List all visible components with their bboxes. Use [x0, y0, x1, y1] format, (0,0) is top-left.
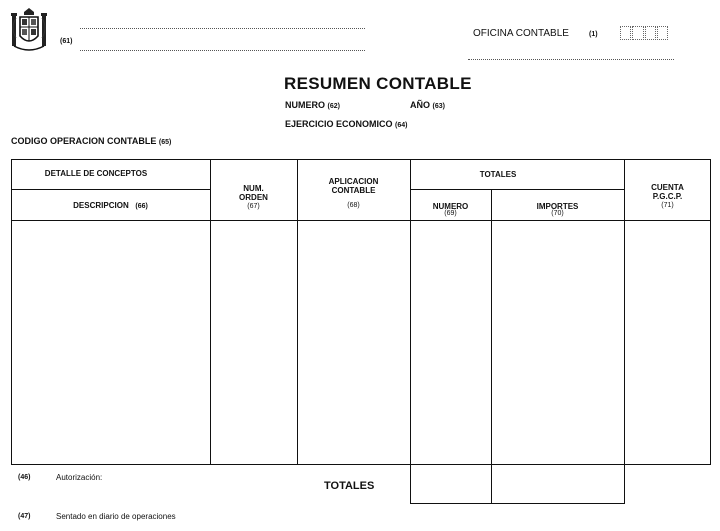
detalle-conceptos-header: DETALLE DE CONCEPTOS [44, 169, 148, 178]
coat-of-arms-icon [10, 8, 48, 54]
ref-61: (61) [60, 38, 73, 45]
ref-47: (47) [18, 513, 31, 520]
sentado-label: Sentado en diario de operaciones [56, 512, 176, 521]
importes-input-area[interactable] [492, 221, 624, 464]
oficina-code-boxes[interactable] [620, 26, 668, 40]
detalle-divider [11, 189, 210, 190]
totales-footer-label: TOTALES [324, 480, 375, 492]
numero-input-area[interactable] [411, 221, 491, 464]
cuenta-input-area[interactable] [625, 221, 710, 464]
cuenta-pgcp-header: CUENTA P.G.C.P. (71) [651, 183, 684, 209]
totales-numero-box[interactable] [410, 464, 492, 504]
ejercicio-label: EJERCICIO ECONOMICO (64) [285, 119, 408, 129]
importes-header: IMPORTES (70) [536, 202, 579, 217]
page-title: RESUMEN CONTABLE [284, 74, 472, 93]
header-dotted-line-1 [80, 28, 365, 29]
header-dotted-line-2 [80, 50, 365, 51]
descripcion-input-area[interactable] [12, 221, 210, 464]
anio-label: AÑO (63) [410, 100, 445, 110]
oficina-contable-label: OFICINA CONTABLE [473, 28, 569, 39]
totales-importes-box[interactable] [491, 464, 625, 504]
oficina-dotted-line [468, 59, 674, 60]
codigo-operacion-label: CODIGO OPERACION CONTABLE (65) [11, 136, 172, 146]
totales-divider [410, 189, 624, 190]
aplicacion-input-area[interactable] [298, 221, 410, 464]
descripcion-header: DESCRIPCION (66) [73, 201, 148, 210]
num-orden-input-area[interactable] [211, 221, 297, 464]
totales-header: TOTALES [479, 170, 517, 179]
autorizacion-label: Autorización: [56, 473, 103, 482]
numero-header: NUMERO (69) [432, 202, 469, 217]
numero-label: NUMERO (62) [285, 100, 340, 110]
aplicacion-contable-header: APLICACION CONTABLE (68) [328, 177, 379, 209]
ref-46: (46) [18, 474, 31, 481]
num-orden-header: NUM. ORDEN (67) [239, 184, 268, 210]
oficina-ref: (1) [589, 31, 598, 38]
